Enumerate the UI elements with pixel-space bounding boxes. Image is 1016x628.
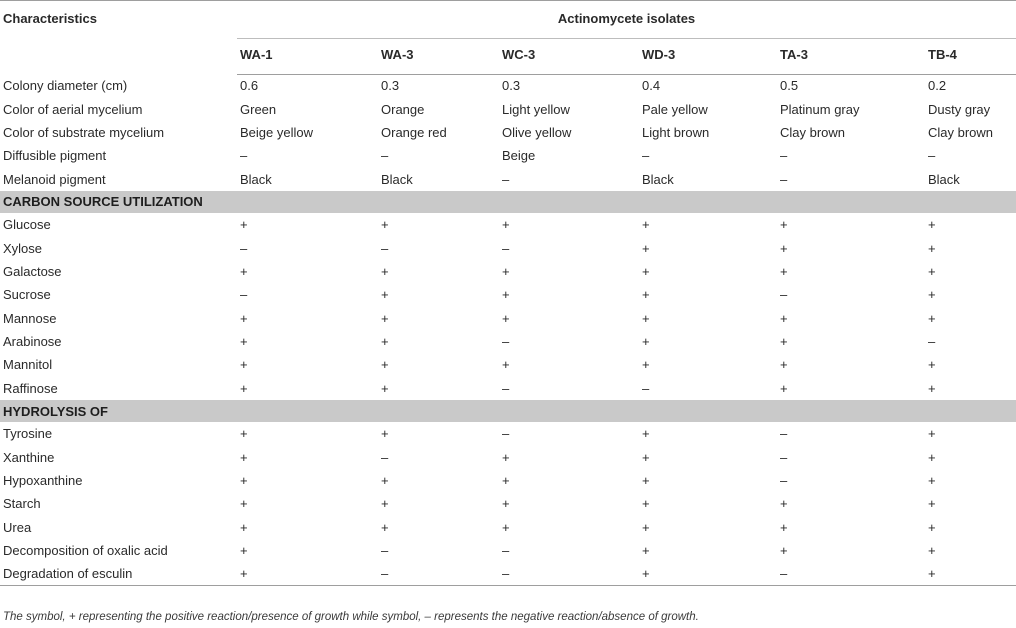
table-row	[0, 377, 1016, 400]
row-label: Sucrose	[3, 287, 51, 303]
table-body	[0, 74, 1016, 586]
cell-value: –	[780, 473, 788, 489]
isolates-group-header: Actinomycete isolates	[237, 0, 1016, 38]
table-row	[0, 353, 1016, 376]
cell-value: +	[928, 543, 936, 559]
cell-value: Light yellow	[502, 101, 570, 117]
row-label: Arabinose	[3, 334, 62, 350]
cell-value: +	[381, 217, 389, 233]
row-label: Xanthine	[3, 449, 55, 465]
cell-value: +	[925, 562, 1016, 585]
cell-value: –	[381, 449, 389, 465]
cell-value: Beige yellow	[240, 124, 313, 140]
cell-value: +	[502, 263, 510, 279]
cell-value: Orange	[381, 101, 425, 117]
cell-value: –	[502, 543, 510, 559]
row-label: Galactose	[3, 263, 62, 279]
cell-value: 0.2	[928, 78, 947, 94]
cell-value: –	[502, 334, 510, 350]
row-label: Colony diameter (cm)	[3, 78, 128, 94]
cell-value: Black	[381, 171, 413, 187]
cell-value: Olive yellow	[502, 124, 572, 140]
cell-value: +	[780, 380, 788, 396]
cell-value: +	[240, 519, 248, 535]
cell-value: 0.6	[240, 78, 259, 94]
cell-value: +	[240, 449, 248, 465]
row-label: Glucose	[3, 217, 51, 233]
cell-value: +	[381, 473, 389, 489]
table-row	[0, 74, 1016, 97]
row-label: Diffusible pigment	[3, 148, 107, 164]
cell-value: +	[240, 217, 248, 233]
characteristics-header: Characteristics	[3, 11, 97, 26]
cell-value: –	[381, 240, 389, 256]
cell-value: –	[240, 240, 248, 256]
cell-value: +	[240, 543, 248, 559]
cell-value: –	[502, 380, 510, 396]
cell-value: +	[642, 217, 650, 233]
row-label: Mannitol	[3, 357, 53, 373]
table-row	[0, 168, 1016, 191]
row-label: Raffinose	[3, 380, 58, 396]
table-row	[0, 330, 1016, 353]
cell-value: +	[642, 334, 650, 350]
cell-value: +	[642, 449, 650, 465]
table-row	[0, 469, 1016, 492]
cell-value: +	[381, 519, 389, 535]
cell-value: +	[642, 543, 650, 559]
cell-value: +	[381, 287, 389, 303]
row-label: Mannose	[3, 310, 57, 326]
cell-value: –	[780, 148, 788, 164]
row-label: Color of substrate mycelium	[3, 124, 165, 140]
isolate-header: WD-3	[639, 38, 777, 74]
cell-value: –	[642, 148, 650, 164]
cell-value: –	[381, 148, 389, 164]
isolate-header: TB-4	[925, 38, 1016, 74]
cell-value: +	[928, 217, 936, 233]
table-row	[0, 422, 1016, 445]
cell-value: +	[928, 496, 936, 512]
cell-value: Orange red	[381, 124, 447, 140]
cell-value: +	[502, 519, 510, 535]
cell-value: –	[780, 426, 788, 442]
cell-value: +	[502, 357, 510, 373]
cell-value: +	[928, 473, 936, 489]
cell-value: +	[381, 496, 389, 512]
cell-value: +	[240, 380, 248, 396]
cell-value: +	[381, 263, 389, 279]
cell-value: +	[240, 334, 248, 350]
cell-value: +	[642, 473, 650, 489]
cell-value: +	[642, 519, 650, 535]
cell-value: +	[642, 496, 650, 512]
cell-value: +	[240, 310, 248, 326]
cell-value: Beige	[502, 148, 536, 164]
row-label: Hypoxanthine	[3, 473, 83, 489]
cell-value: +	[240, 426, 248, 442]
cell-value: Black	[642, 171, 674, 187]
cell-value: +	[381, 380, 389, 396]
cell-value: +	[780, 263, 788, 279]
cell-value: –	[777, 562, 925, 585]
cell-value: Green	[240, 101, 277, 117]
header-row-group	[0, 0, 1016, 38]
table-footnote: The symbol, + representing the positive reaction/presence of growth while symbol, – represents the negative reaction/absence of growth.	[3, 611, 699, 623]
cell-value: +	[642, 287, 650, 303]
cell-value: +	[240, 357, 248, 373]
cell-value: Clay brown	[928, 124, 994, 140]
cell-value: +	[928, 426, 936, 442]
cell-value: Black	[240, 171, 272, 187]
cell-value: –	[240, 148, 248, 164]
table-row	[0, 144, 1016, 167]
cell-value: +	[381, 426, 389, 442]
cell-value: +	[642, 310, 650, 326]
isolate-header: WC-3	[499, 38, 639, 74]
row-label: Starch	[3, 496, 41, 512]
table-row	[0, 562, 1016, 585]
isolate-header: TA-3	[777, 38, 925, 74]
cell-value: –	[642, 380, 650, 396]
cell-value: –	[240, 287, 248, 303]
cell-value: +	[240, 473, 248, 489]
cell-value: +	[502, 310, 510, 326]
row-label: Tyrosine	[3, 426, 53, 442]
cell-value: +	[642, 357, 650, 373]
cell-value: –	[780, 287, 788, 303]
row-label: Color of aerial mycelium	[3, 101, 143, 117]
cell-value: +	[928, 357, 936, 373]
cell-value: +	[780, 519, 788, 535]
cell-value: –	[928, 334, 936, 350]
section-header-row	[0, 191, 1016, 213]
cell-value: +	[928, 287, 936, 303]
cell-value: +	[780, 310, 788, 326]
cell-value: +	[381, 334, 389, 350]
cell-value: +	[780, 496, 788, 512]
cell-value: +	[928, 519, 936, 535]
cell-value: –	[381, 543, 389, 559]
table-row	[0, 283, 1016, 306]
cell-value: +	[639, 562, 777, 585]
table-row	[0, 236, 1016, 259]
cell-value: +	[928, 263, 936, 279]
cell-value: –	[378, 562, 499, 585]
cell-value: +	[928, 310, 936, 326]
table-row	[0, 307, 1016, 330]
row-label: Melanoid pigment	[3, 171, 106, 187]
cell-value: +	[502, 449, 510, 465]
cell-value: +	[780, 240, 788, 256]
cell-value: +	[928, 240, 936, 256]
cell-value: Pale yellow	[642, 101, 708, 117]
cell-value: –	[499, 562, 639, 585]
table-row	[0, 492, 1016, 515]
row-label: Decomposition of oxalic acid	[3, 543, 168, 559]
table-row	[0, 97, 1016, 120]
row-label: Urea	[3, 519, 32, 535]
isolate-header: WA-1	[237, 38, 378, 74]
cell-value: –	[502, 240, 510, 256]
cell-value: +	[502, 287, 510, 303]
table-row	[0, 213, 1016, 236]
table-row	[0, 516, 1016, 539]
cell-value: +	[240, 263, 248, 279]
cell-value: +	[780, 357, 788, 373]
table-row	[0, 539, 1016, 562]
row-label: Xylose	[3, 240, 43, 256]
cell-value: +	[642, 240, 650, 256]
cell-value: +	[381, 357, 389, 373]
cell-value: 0.4	[642, 78, 661, 94]
table-row	[0, 445, 1016, 468]
cell-value: Dusty gray	[928, 101, 991, 117]
cell-value: –	[502, 426, 510, 442]
section-title: CARBON SOURCE UTILIZATION	[0, 191, 1016, 213]
cell-value: +	[237, 562, 378, 585]
cell-value: –	[780, 449, 788, 465]
section-title: HYDROLYSIS OF	[0, 400, 1016, 422]
cell-value: +	[780, 543, 788, 559]
cell-value: +	[240, 496, 248, 512]
cell-value: +	[780, 334, 788, 350]
cell-value: +	[381, 310, 389, 326]
cell-value: +	[502, 217, 510, 233]
cell-value: –	[780, 171, 788, 187]
cell-value: +	[502, 473, 510, 489]
cell-value: –	[502, 171, 510, 187]
section-header-row	[0, 400, 1016, 422]
cell-value: Light brown	[642, 124, 710, 140]
isolate-header: WA-3	[378, 38, 499, 74]
row-label: Degradation of esculin	[0, 562, 237, 585]
cell-value: 0.5	[780, 78, 799, 94]
cell-value: –	[928, 148, 936, 164]
table-row	[0, 260, 1016, 283]
cell-value: +	[780, 217, 788, 233]
table-row	[0, 121, 1016, 144]
cell-value: +	[928, 380, 936, 396]
cell-value: 0.3	[502, 78, 521, 94]
cell-value: Black	[928, 171, 960, 187]
cell-value: +	[502, 496, 510, 512]
cell-value: +	[642, 426, 650, 442]
cell-value: +	[928, 449, 936, 465]
cell-value: 0.3	[381, 78, 400, 94]
cell-value: Platinum gray	[780, 101, 860, 117]
cell-value: Clay brown	[780, 124, 846, 140]
cell-value: +	[642, 263, 650, 279]
